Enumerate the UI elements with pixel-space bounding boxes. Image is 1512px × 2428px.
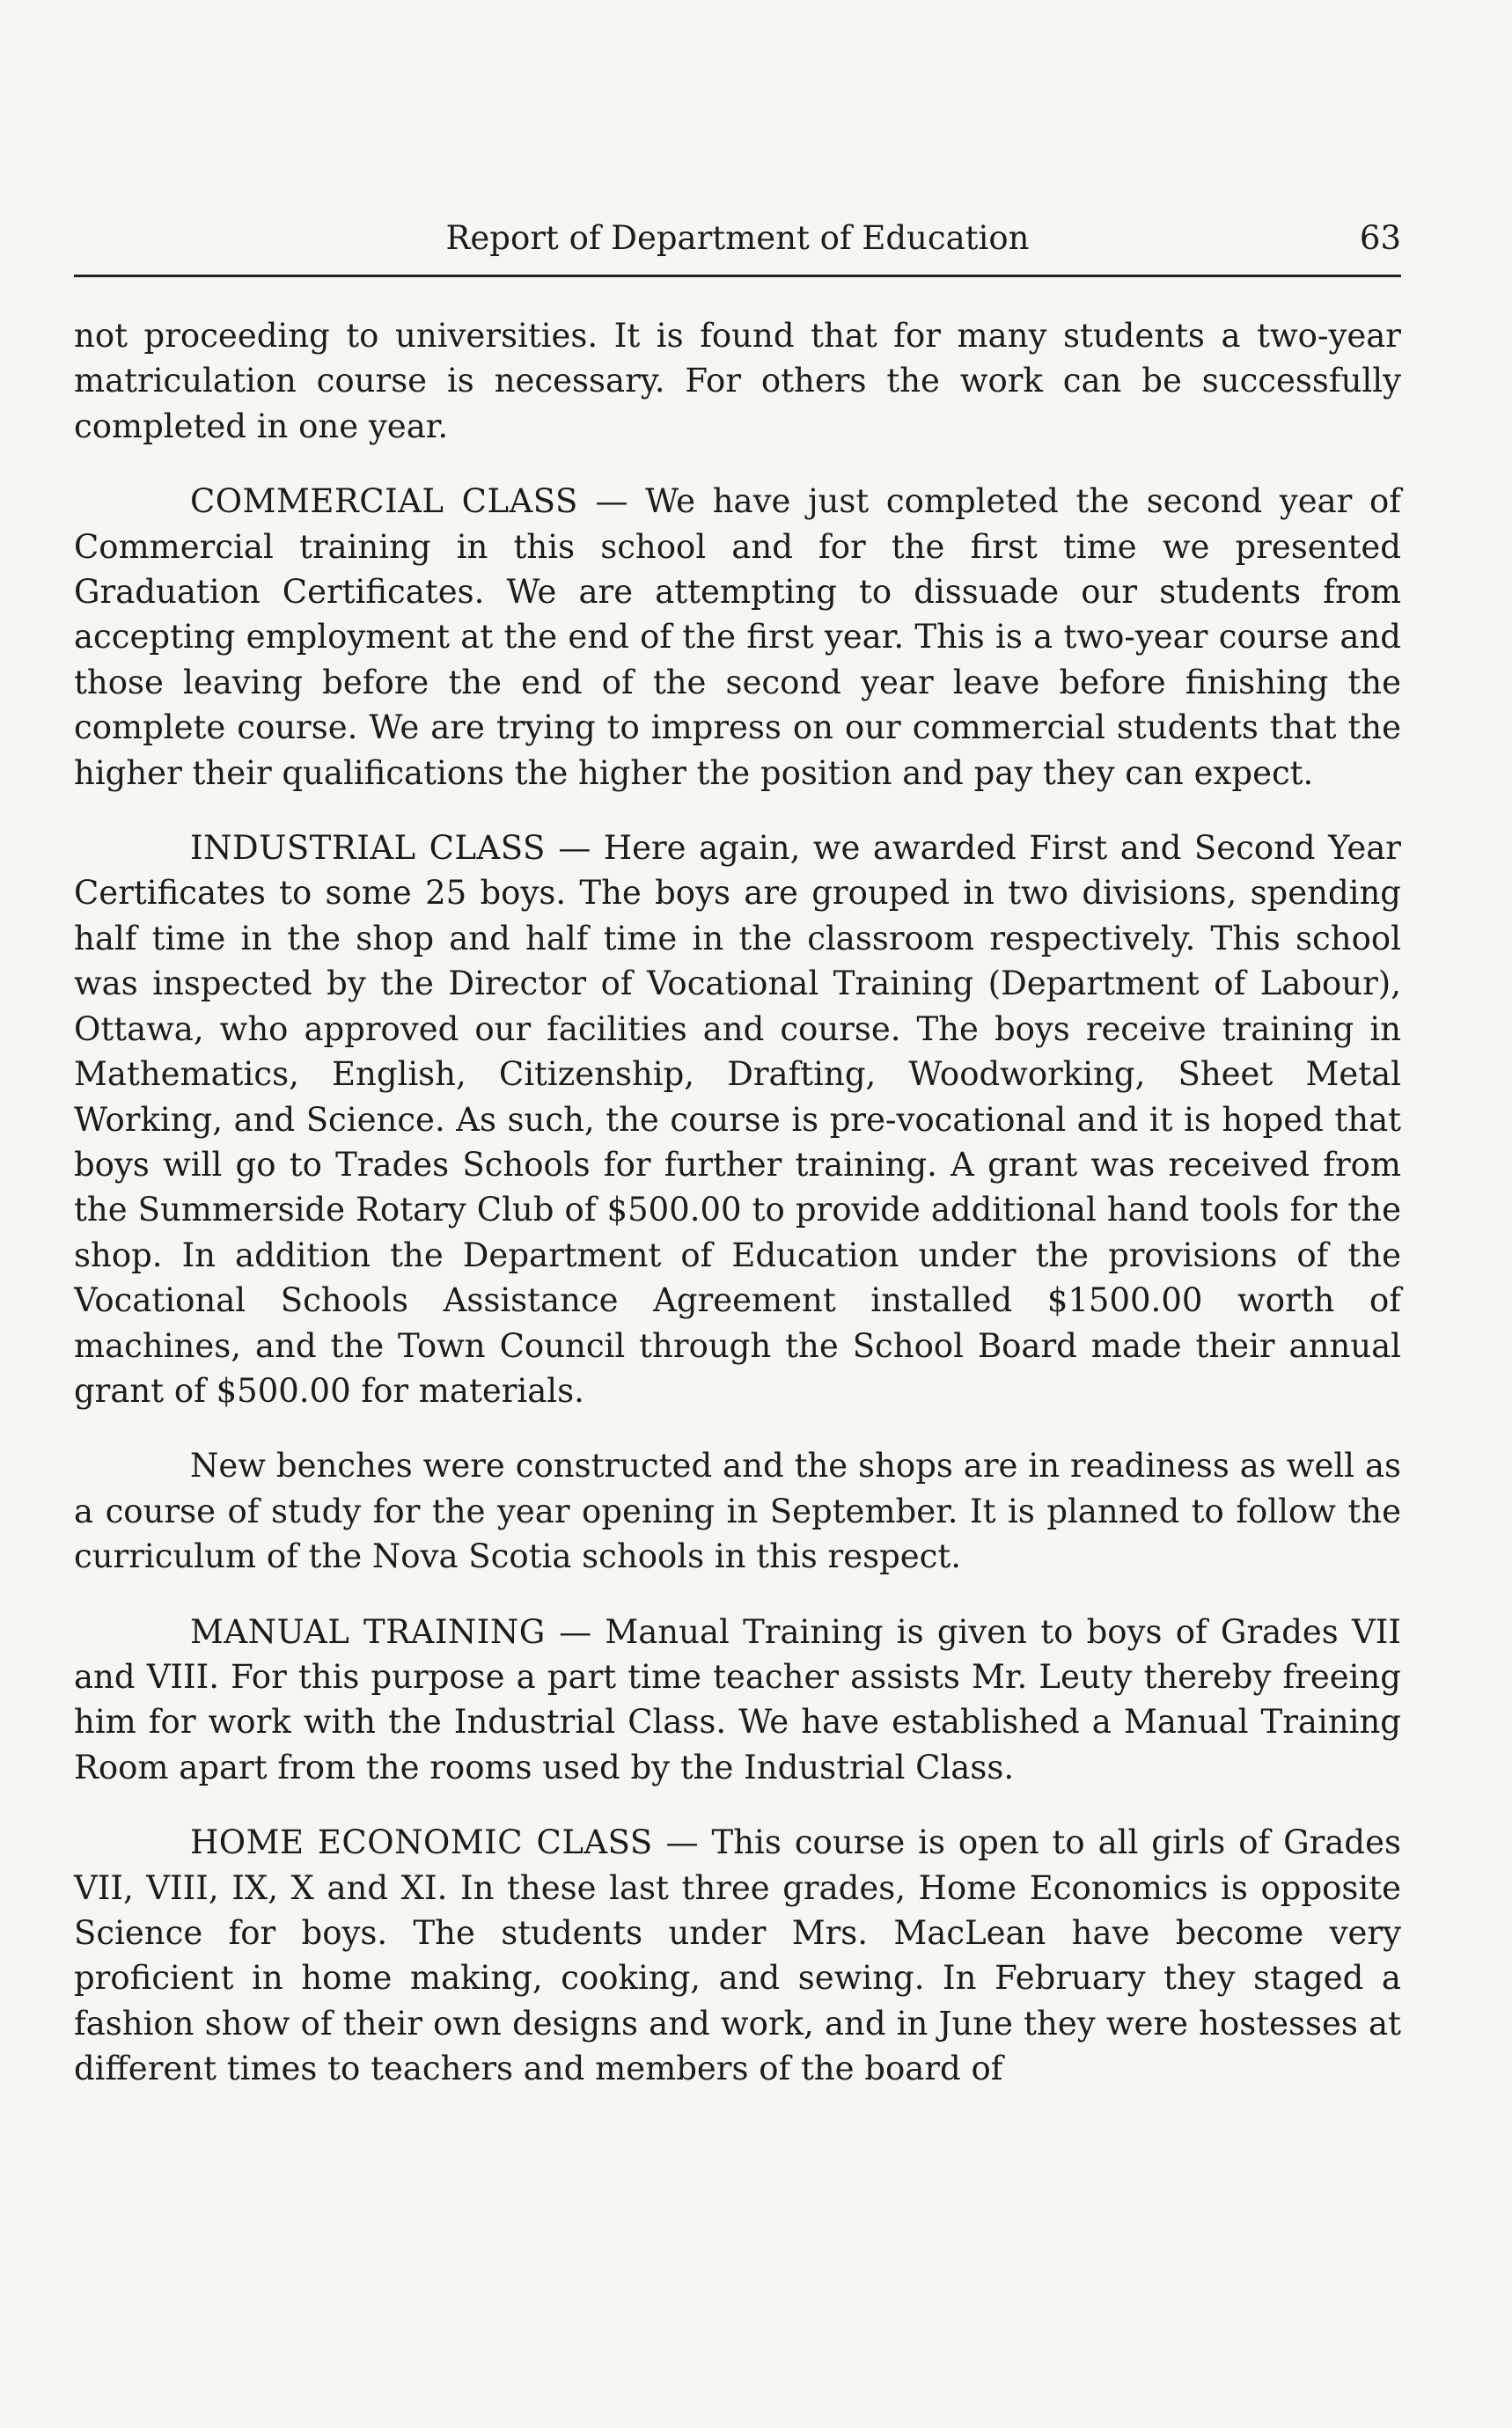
paragraph-text: — This course is open to all girls of Grades VII, VIII, IX, X and XI. In these last three grades, Home Economics is opposite Science for boys. The students under Mrs. MacLean have become very proficient in home making, cooking, and sewing. In February they staged a fashion show of their own designs and work, and in June they were hostesses at different times to teachers and members of the board of: [74, 1823, 1401, 2088]
section-heading: COMMERCIAL CLASS: [190, 482, 578, 521]
paragraph-continuation: [74, 313, 1401, 449]
paragraph-text: — Here again, we awarded First and Second Year Certificates to some 25 boys. The boys are grouped in two divisions, spending half time in the shop and half time in the classroom respectively. This school was inspected by the Director of Vocational Training (Department of Labour), Ottawa, who approved our facilities and course. The boys receive training in Mathematics, English, Citizenship, Drafting, Woodworking, Sheet Metal Working, and Science. As such, the course is pre-vocational and it is hoped that boys will go to Trades Schools for further training. A grant was received from the Summerside Rotary Club of $500.00 to provide additional hand tools for the shop. In addition the Department of Education under the provisions of the Vocational Schools Assistance Agreement installed $1500.00 worth of machines, and the Town Council through the School Board made their annual grant of $500.00 for materials.: [74, 829, 1401, 1410]
header-title: Report of Department of Education: [445, 219, 1030, 257]
section-heading: MANUAL TRAINING: [190, 1612, 546, 1651]
paragraph-text: not proceeding to universities. It is found that for many students a two-year matriculation course is necessary. For others the work can be successfully completed in one year.: [74, 317, 1401, 445]
paragraph-text: — Manual Training is given to boys of Grades VII and VIII. For this purpose a part time teacher assists Mr. Leuty thereby freeing him for work with the Industrial Class. We have established a Manual Training Room apart from the rooms used by the Industrial Class.: [74, 1612, 1401, 1786]
section-heading: HOME ECONOMIC CLASS: [190, 1823, 653, 1862]
paragraph-commercial-class: [74, 479, 1401, 796]
paragraph-new-benches: [74, 1443, 1401, 1579]
paragraph-manual-training: [74, 1610, 1401, 1791]
running-header: [74, 215, 1401, 268]
page-number: 63: [1359, 219, 1401, 257]
paragraph-text: New benches were constructed and the shops are in readiness as well as a course of study for the year opening in September. It is planned to follow the curriculum of the Nova Scotia schools in this respect.: [74, 1447, 1401, 1576]
header-rule: [74, 275, 1401, 277]
section-heading: INDUSTRIAL CLASS: [190, 829, 546, 868]
paragraph-home-economic-class: [74, 1820, 1401, 2091]
paragraph-text: — We have just completed the second year of Commercial training in this school and for the first time we presented Graduation Certificates. We are attempting to dissuade our students from accepting employment at the end of the first year. This is a two-year course and those leaving before the end of the second year leave before finishing the complete course. We are trying to impress on our commercial students that the higher their qualifications the higher the position and pay they can expect.: [74, 482, 1402, 792]
paragraph-industrial-class: [74, 825, 1401, 1413]
body-text: [74, 313, 1401, 2122]
